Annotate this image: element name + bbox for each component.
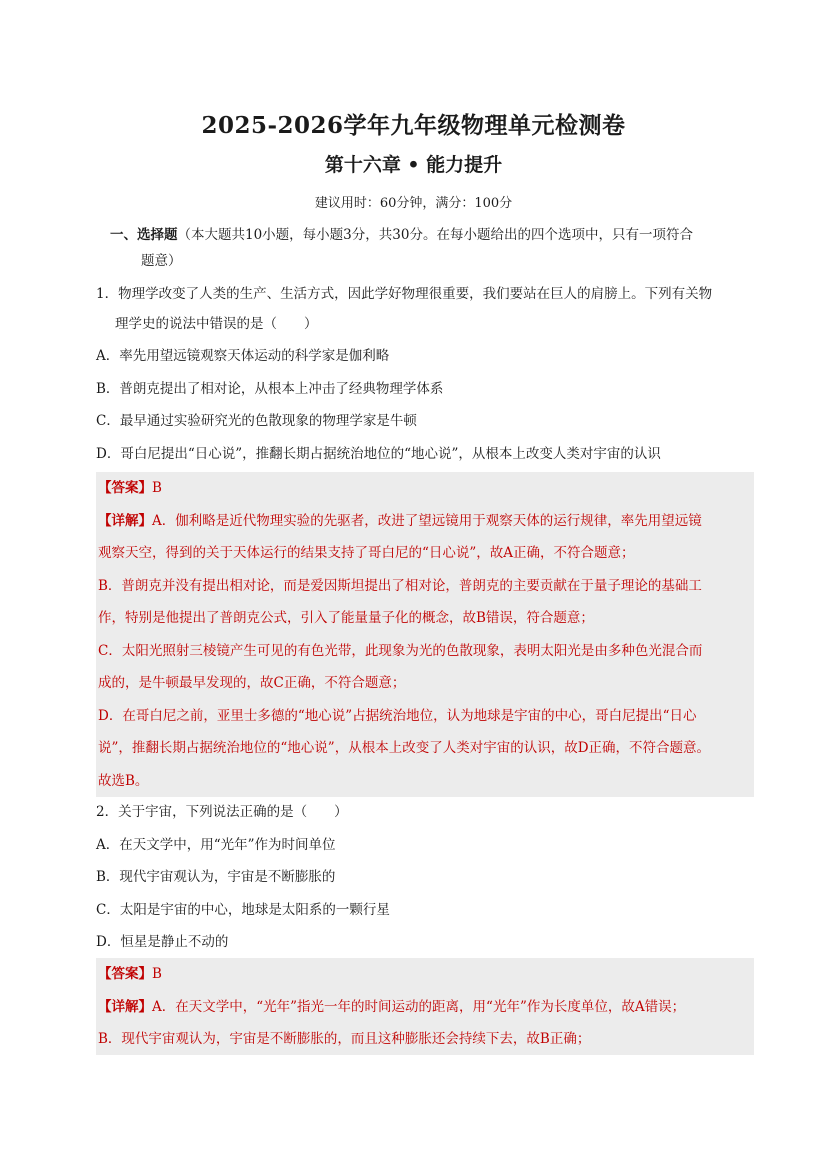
question-1-answer bbox=[98, 478, 162, 498]
question-2-answer bbox=[98, 964, 162, 984]
question-1-explain-line-7: D．在哥白尼之前，亚里士多德的“地心说”占据统治地位，认为地球是宇宙的中心，哥白尼提出“日心 bbox=[98, 708, 697, 724]
exam-meta: 建议用时：60分钟，满分：100分 bbox=[314, 196, 513, 211]
section-heading bbox=[110, 223, 760, 248]
answer-label: 【答案】 bbox=[98, 966, 152, 982]
question-1-explain-line-2: 观察天空，得到的关于天体运行的结果支持了哥白尼的“日心说”，故A正确，不符合题意； bbox=[98, 545, 635, 561]
question-2-explain-line-2: B．现代宇宙观认为，宇宙是不断膨胀的，而且这种膨胀还会持续下去，故B正确； bbox=[98, 1031, 591, 1047]
section-desc: （本大题共10小题，每小题3分，共30分。在每小题给出的四个选项中，只有一项符合 bbox=[177, 227, 693, 243]
question-1-option-a: A．率先用望远镜观察天体运动的科学家是伽利略 bbox=[96, 348, 390, 364]
page-subtitle: 第十六章 • 能力提升 bbox=[324, 154, 503, 176]
question-1-explain-line-3: B．普朗克并没有提出相对论，而是爱因斯坦提出了相对论，普朗克的主要贡献在于量子理论的基础工 bbox=[98, 578, 702, 594]
explain-text: A．在天文学中，“光年”指光一年的时间运动的距离，用“光年”作为长度单位，故A错误； bbox=[152, 999, 686, 1015]
section-desc-cont: 题意） bbox=[141, 253, 182, 269]
question-2-option-d: D．恒星是静止不动的 bbox=[96, 934, 229, 950]
question-2-option-a: A．在天文学中，用“光年”作为时间单位 bbox=[96, 837, 336, 853]
question-1-option-b: B．普朗克提出了相对论，从根本上冲击了经典物理学体系 bbox=[96, 381, 444, 397]
question-2-option-c: C．太阳是宇宙的中心，地球是太阳系的一颗行星 bbox=[96, 902, 390, 918]
question-1-stem-cont: 理学史的说法中错误的是（ ） bbox=[115, 316, 318, 332]
answer-value: B bbox=[152, 966, 162, 982]
question-1-explain-line-1 bbox=[98, 511, 702, 531]
question-1-stem: 1．物理学改变了人类的生产、生活方式，因此学好物理很重要，我们要站在巨人的肩膀上。下列有关物 bbox=[96, 286, 713, 302]
section-label: 一、选择题 bbox=[110, 227, 178, 243]
question-1-explain-line-8: 说”，推翻长期占据统治地位的“地心说”，从根本上改变了人类对宇宙的认识，故D正确，不符合题意。 bbox=[98, 740, 711, 756]
answer-value: B bbox=[152, 480, 162, 496]
page-title: 2025-2026学年九年级物理单元检测卷 bbox=[201, 112, 626, 139]
question-2-option-b: B．现代宇宙观认为，宇宙是不断膨胀的 bbox=[96, 869, 336, 885]
explain-label: 【详解】 bbox=[98, 999, 152, 1015]
question-1-explain-line-4: 作，特别是他提出了普朗克公式，引入了能量量子化的概念，故B错误，符合题意； bbox=[98, 610, 594, 626]
question-2-stem: 2．关于宇宙，下列说法正确的是（ ） bbox=[96, 804, 348, 820]
question-1-explain-line-5: C．太阳光照射三棱镜产生可见的有色光带，此现象为光的色散现象，表明太阳光是由多种色光混合而 bbox=[98, 643, 703, 659]
question-2-explain-line-1 bbox=[98, 997, 685, 1017]
question-1-explain-line-6: 成的，是牛顿最早发现的，故C正确，不符合题意； bbox=[98, 675, 406, 691]
explain-label: 【详解】 bbox=[98, 513, 152, 529]
question-1-option-d: D．哥白尼提出“日心说”，推翻长期占据统治地位的“地心说”，从根本上改变人类对宇宙的认识 bbox=[96, 446, 661, 462]
answer-label: 【答案】 bbox=[98, 480, 152, 496]
explain-text: A．伽利略是近代物理实验的先驱者，改进了望远镜用于观察天体的运行规律，率先用望远镜 bbox=[152, 513, 702, 529]
question-1-option-c: C．最早通过实验研究光的色散现象的物理学家是牛顿 bbox=[96, 413, 417, 429]
question-1-explain-line-9: 故选B。 bbox=[98, 773, 149, 789]
